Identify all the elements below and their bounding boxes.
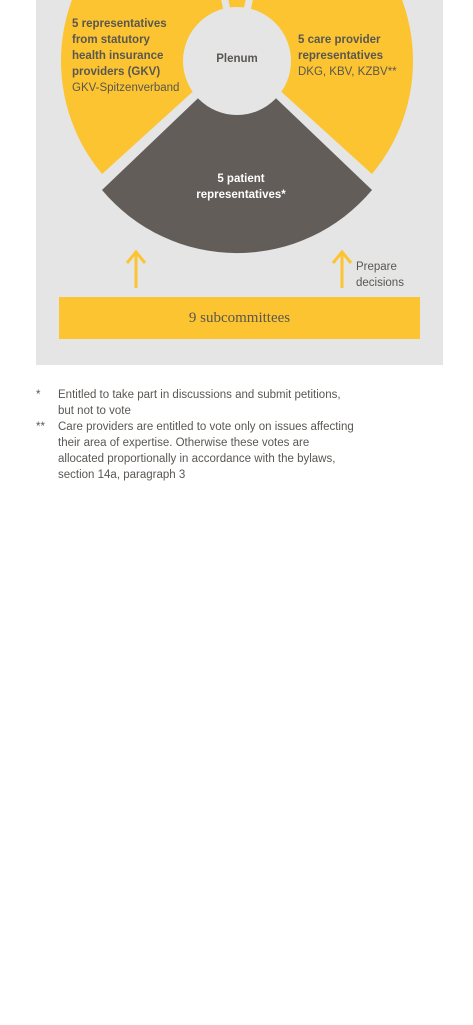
gkv-line-1: 5 representatives bbox=[72, 18, 167, 30]
gkv-line-3: health insurance bbox=[72, 50, 164, 62]
gkv-line-2: from statutory bbox=[72, 34, 150, 46]
footnotes bbox=[36, 387, 356, 483]
gkv-organization: GKV-Spitzenverband bbox=[72, 82, 180, 94]
patient-representatives-label bbox=[156, 171, 326, 203]
care-line-1: 5 care provider bbox=[298, 34, 381, 46]
patient-line-2: representatives* bbox=[196, 189, 286, 201]
gkv-line-4: providers (GKV) bbox=[72, 66, 161, 78]
prepare-line-2: decisions bbox=[356, 277, 404, 289]
footnote-mark: * bbox=[36, 389, 41, 401]
arrow-up-icon bbox=[127, 252, 145, 288]
footnote bbox=[36, 419, 356, 483]
footnote-text: Care providers are entitled to vote only on issues affecting their area of expertise. Otherwise these votes are allocated proportionally in accordance with the bylaws, section 14a, paragraph 3 bbox=[58, 421, 354, 481]
care-provider-label bbox=[298, 32, 428, 80]
prepare-decisions-label bbox=[356, 259, 404, 291]
footnote-text: Entitled to take part in discussions and submit petitions, but not to vote bbox=[58, 389, 341, 417]
gkv-representatives-label bbox=[72, 16, 212, 96]
care-organizations: DKG, KBV, KZBV** bbox=[298, 66, 397, 78]
care-line-2: representatives bbox=[298, 50, 384, 62]
arrow-up-icon bbox=[333, 252, 351, 288]
footnote-mark: ** bbox=[36, 421, 45, 433]
prepare-line-1: Prepare bbox=[356, 261, 397, 273]
plenum-diagram bbox=[36, 0, 443, 365]
patient-line-1: 5 patient bbox=[217, 173, 265, 185]
plenum-label: Plenum bbox=[216, 53, 258, 65]
subcommittees-box: 9 subcommittees bbox=[59, 297, 420, 339]
footnote bbox=[36, 387, 356, 419]
